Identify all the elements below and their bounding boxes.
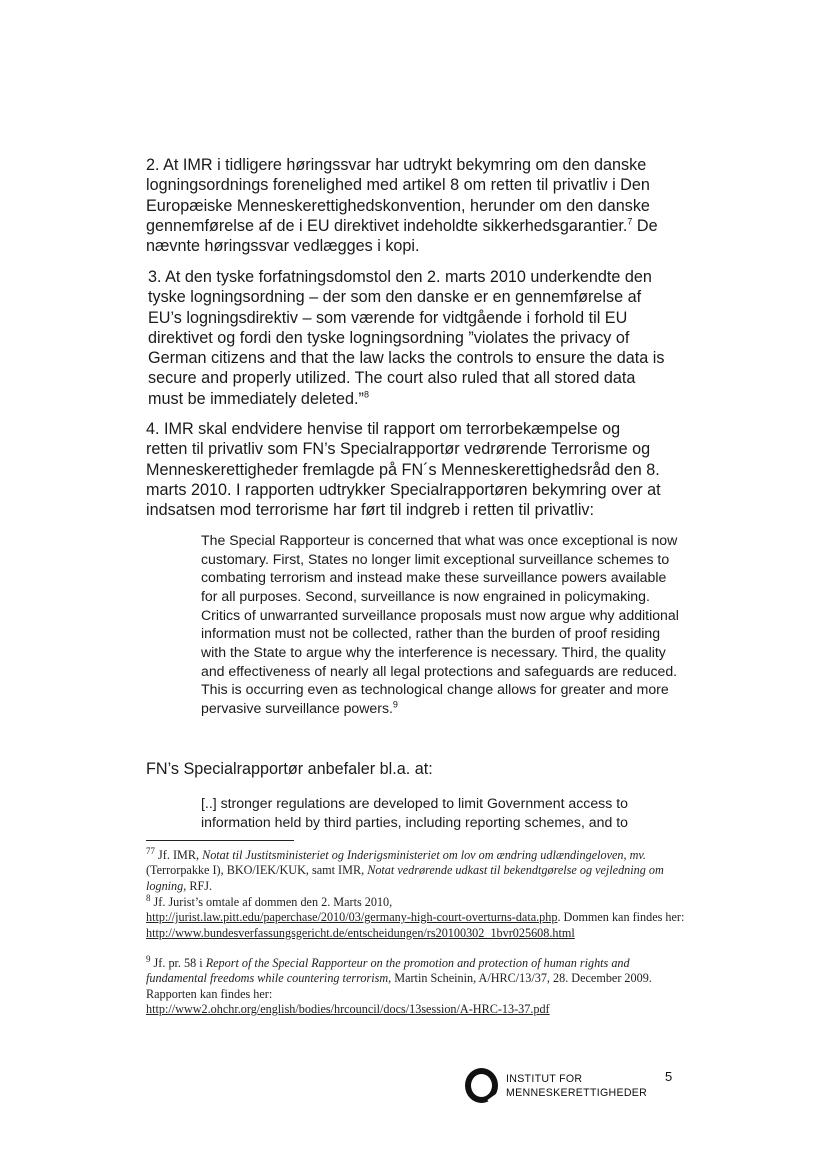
footnote-divider <box>146 840 294 841</box>
footnote-7: $^{77}$ Jf. IMR, Notat til Justitsministeriet og Inderigsministeriet om lov om ændring udlændingeloven, mv. (Terrorpakke I), BKO/IEK/KUK, samt IMR, Notat vedrørende udkast til bekendtgørelse og vejledning om logning, RFJ. <box>146 845 664 893</box>
footnote-8-link-1[interactable]: http://jurist.law.pitt.edu/paperchase/2010/03/germany-high-court-overturns-data.php <box>146 910 558 925</box>
page-number: 5 <box>665 1069 673 1084</box>
logo-line-1: INSTITUT FOR <box>506 1072 583 1085</box>
block-quote-1: The Special Rapporteur is concerned that what was once exceptional is now customary. First, States no longer limit exceptional surveillance schemes to combating terrorism and instead make these surveillance powers available for all purposes. Second, surveillance is now engrained in policymaking. Critics of unwarranted surveillance proposals must now argue why additional information must not be collected, rather than the burden of proof residing with the State to argue why the interference is necessary. Third, the quality and effectiveness of nearly all legal protections and safeguards are reduced. This is occurring even as technological change allows for greater and more pervasive surveillance powers.$^9$ <box>201 532 679 716</box>
footnote-ref-7[interactable]: 7 <box>627 216 633 227</box>
logo-line-2: MENNESKERETTIGHEDER <box>506 1086 648 1099</box>
footnote-ref-9[interactable]: 9 <box>392 699 398 710</box>
footnote-8-link-2[interactable]: http://www.bundesverfassungsgericht.de/entscheidungen/rs20100302_1bvr025608.html <box>146 925 575 940</box>
logo-text <box>506 1072 647 1100</box>
footnote-8: $^8$ Jf. Jurist’s omtale af dommen den 2. Marts 2010, http://jurist.law.pitt.edu/paperchase/2010/03/germany-high-court-overturns-data.php. Dommen kan findes her: http://www.bundesverfassungsgericht.de/entscheidungen/rs20100302_1bvr025608.html <box>146 892 685 940</box>
logo-ring-icon <box>465 1068 498 1103</box>
institute-logo <box>465 1068 647 1103</box>
footnote-9: $^9$ Jf. pr. 58 i Report of the Special Rapporteur on the promotion and protection of human rights and fundamental freedoms while countering terrorism, Martin Scheinin, A/HRC/13/37, 28. December 2009. Rapporten kan findes her: http://www2.ohchr.org/english/bodies/hrcouncil/docs/13session/A-HRC-13-37.pdf <box>146 953 652 1016</box>
paragraph-2: 2. At IMR i tidligere høringssvar har udtrykt bekymring om den danske logningsordnings forenelighed med artikel 8 om retten til privatliv i Den Europæiske Menneskerettighedskonvention, herunder om den danske gennemførelse af de i EU direktivet indeholdte sikkerhedsgarantier.$^7$ De nævnte høringssvar vedlægges i kopi. <box>146 156 658 256</box>
paragraph-4: 4. IMR skal endvidere henvise til rapport om terrorbekæmpelse og retten til privatliv som FN’s Specialrapportør vedrørende Terrorisme og Menneskerettigheder fremlagde på FN´s Menneskerettighedsråd den 8. marts 2010. I rapporten udtrykker Specialrapportøren bekymring over at indsatsen mod terrorisme har ført til indgreb i retten til privatliv: <box>146 420 661 520</box>
footnote-ref-8[interactable]: 8 <box>363 389 369 400</box>
paragraph-3: 3. At den tyske forfatningsdomstol den 2. marts 2010 underkendte den tyske logningsordning – der som den danske er en gennemførelse af EU’s logningsdirektiv – som værende for vidtgående i forhold til EU direktivet og fordi den tyske logningsordning ”violates the privacy of German citizens and that the law lacks the controls to ensure the data is secure and properly utilized. The court also ruled that all stored data must be immediately deleted.”$^8$ <box>148 268 665 408</box>
paragraph-5: FN’s Specialrapportør anbefaler bl.a. at: <box>146 760 433 778</box>
block-quote-2: [..] stronger regulations are developed to limit Government access to information held by third parties, including reporting schemes, and to <box>201 795 628 830</box>
footnote-9-link[interactable]: http://www2.ohchr.org/english/bodies/hrcouncil/docs/13session/A-HRC-13-37.pdf <box>146 1001 550 1016</box>
